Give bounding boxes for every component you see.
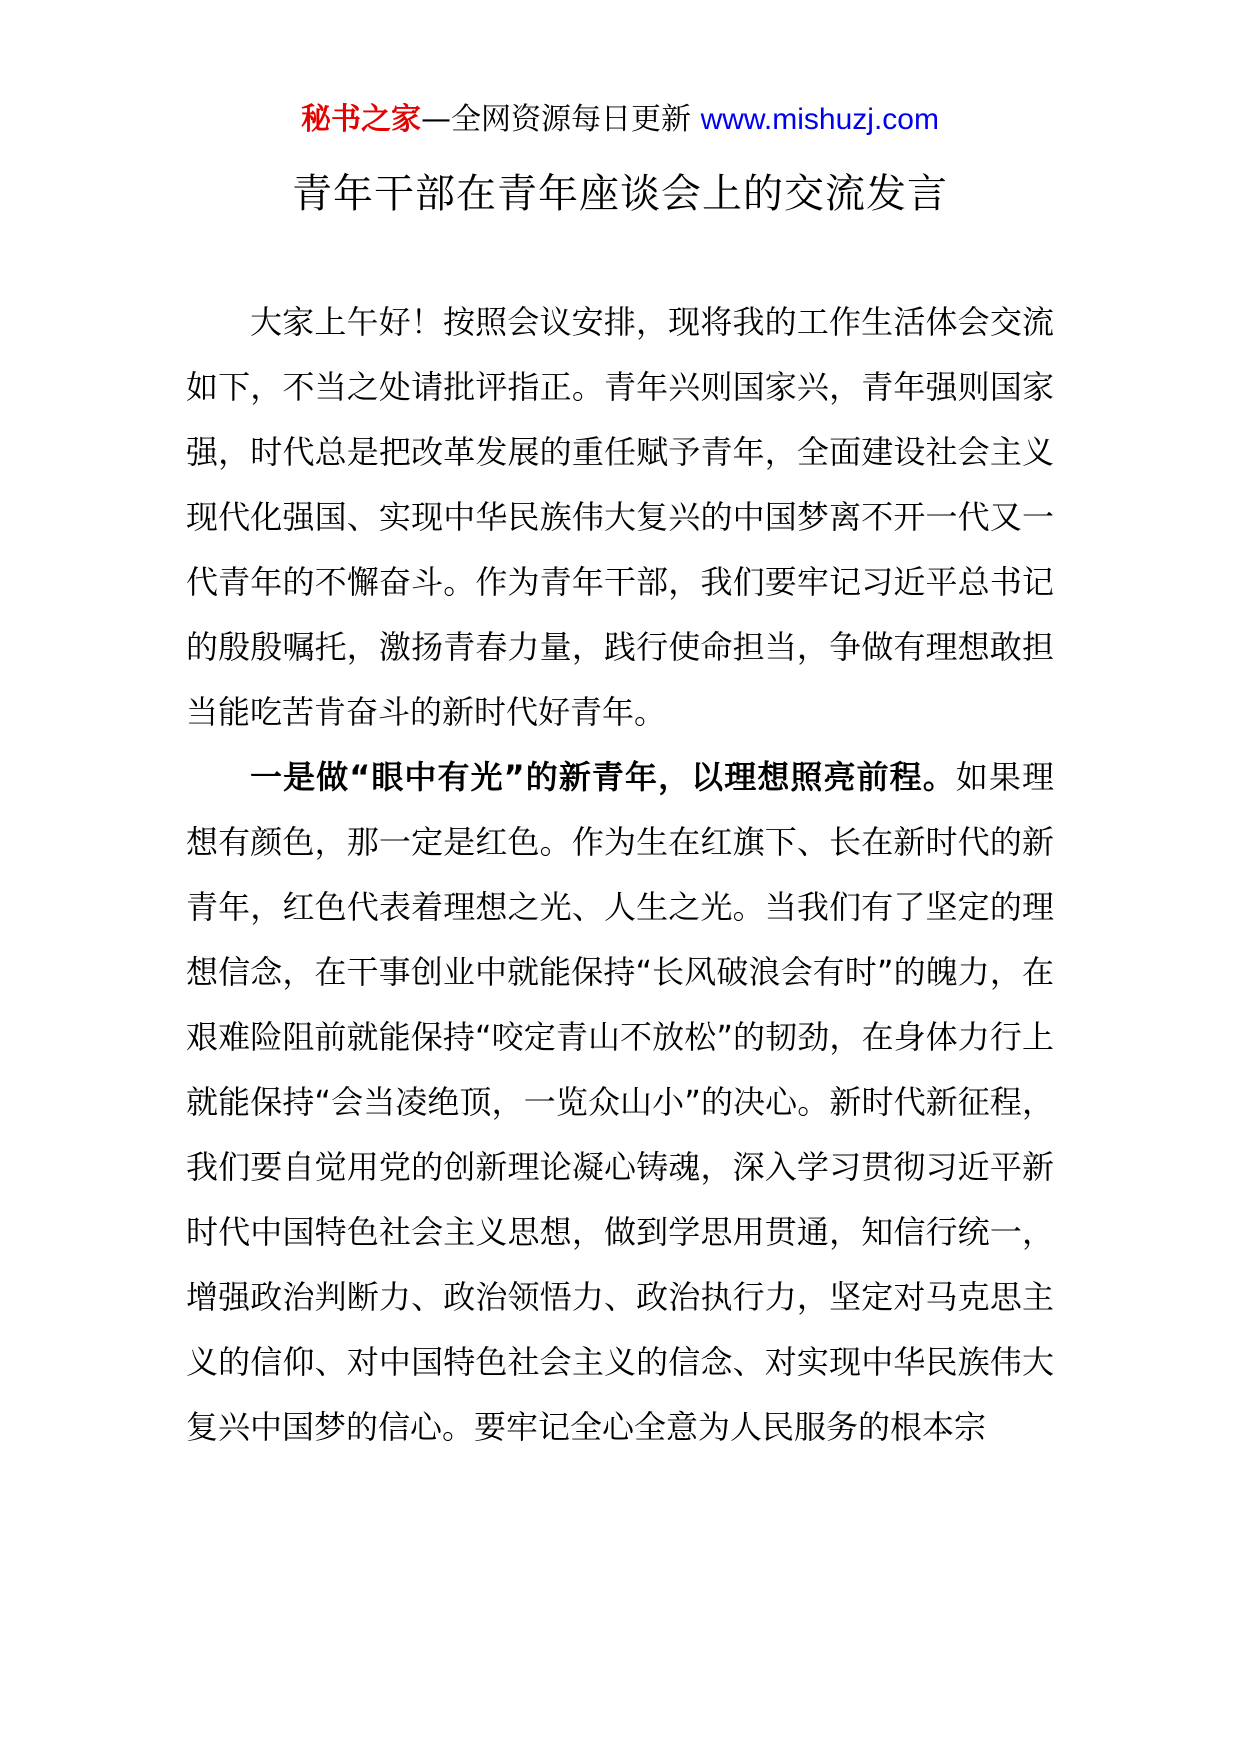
site-header: [0, 100, 1240, 140]
site-url-link[interactable]: www.mishuzj.com: [700, 103, 939, 136]
paragraph-intro: [186, 290, 1054, 745]
paragraph-intro-text: 大家上午好！按照会议安排，现将我的工作生活体会交流如下，不当之处请批评指正。青年兴则国家兴，青年强则国家强，时代总是把改革发展的重任赋予青年，全面建设社会主义现代化强国、实现中华民族伟大复兴的中国梦离不开一代又一代青年的不懈奋斗。作为青年干部，我们要牢记习近平总书记的殷殷嘱托，激扬青春力量，践行使命担当，争做有理想敢担当能吃苦肯奋斗的新时代好青年。: [186, 303, 1054, 731]
brand-name: 秘书之家: [301, 102, 422, 137]
document-body: [186, 290, 1054, 1460]
paragraph-point-one-text: 如果理想有颜色，那一定是红色。作为生在红旗下、长在新时代的新青年，红色代表着理想之光、人生之光。当我们有了坚定的理想信念，在干事创业中就能保持“长风破浪会有时”的魄力，在艰难险阻前就能保持“咬定青山不放松”的韧劲，在身体力行上就能保持“会当凌绝顶，一览众山小”的决心。新时代新征程，我们要自觉用党的创新理论凝心铸魂，深入学习贯彻习近平新时代中国特色社会主义思想，做到学思用贯通，知信行统一，增强政治判断力、政治领悟力、政治执行力，坚定对马克思主义的信仰、对中国特色社会主义的信念、对实现中华民族伟大复兴中国梦的信心。要牢记全心全意为人民服务的根本宗: [186, 758, 1054, 1446]
site-tagline: —全网资源每日更新: [421, 102, 692, 137]
document-title: 青年干部在青年座谈会上的交流发言: [292, 171, 948, 217]
paragraph-point-one-heading: 一是做“眼中有光”的新青年，以理想照亮前程。: [250, 758, 956, 796]
paragraph-point-one: [186, 745, 1054, 1460]
